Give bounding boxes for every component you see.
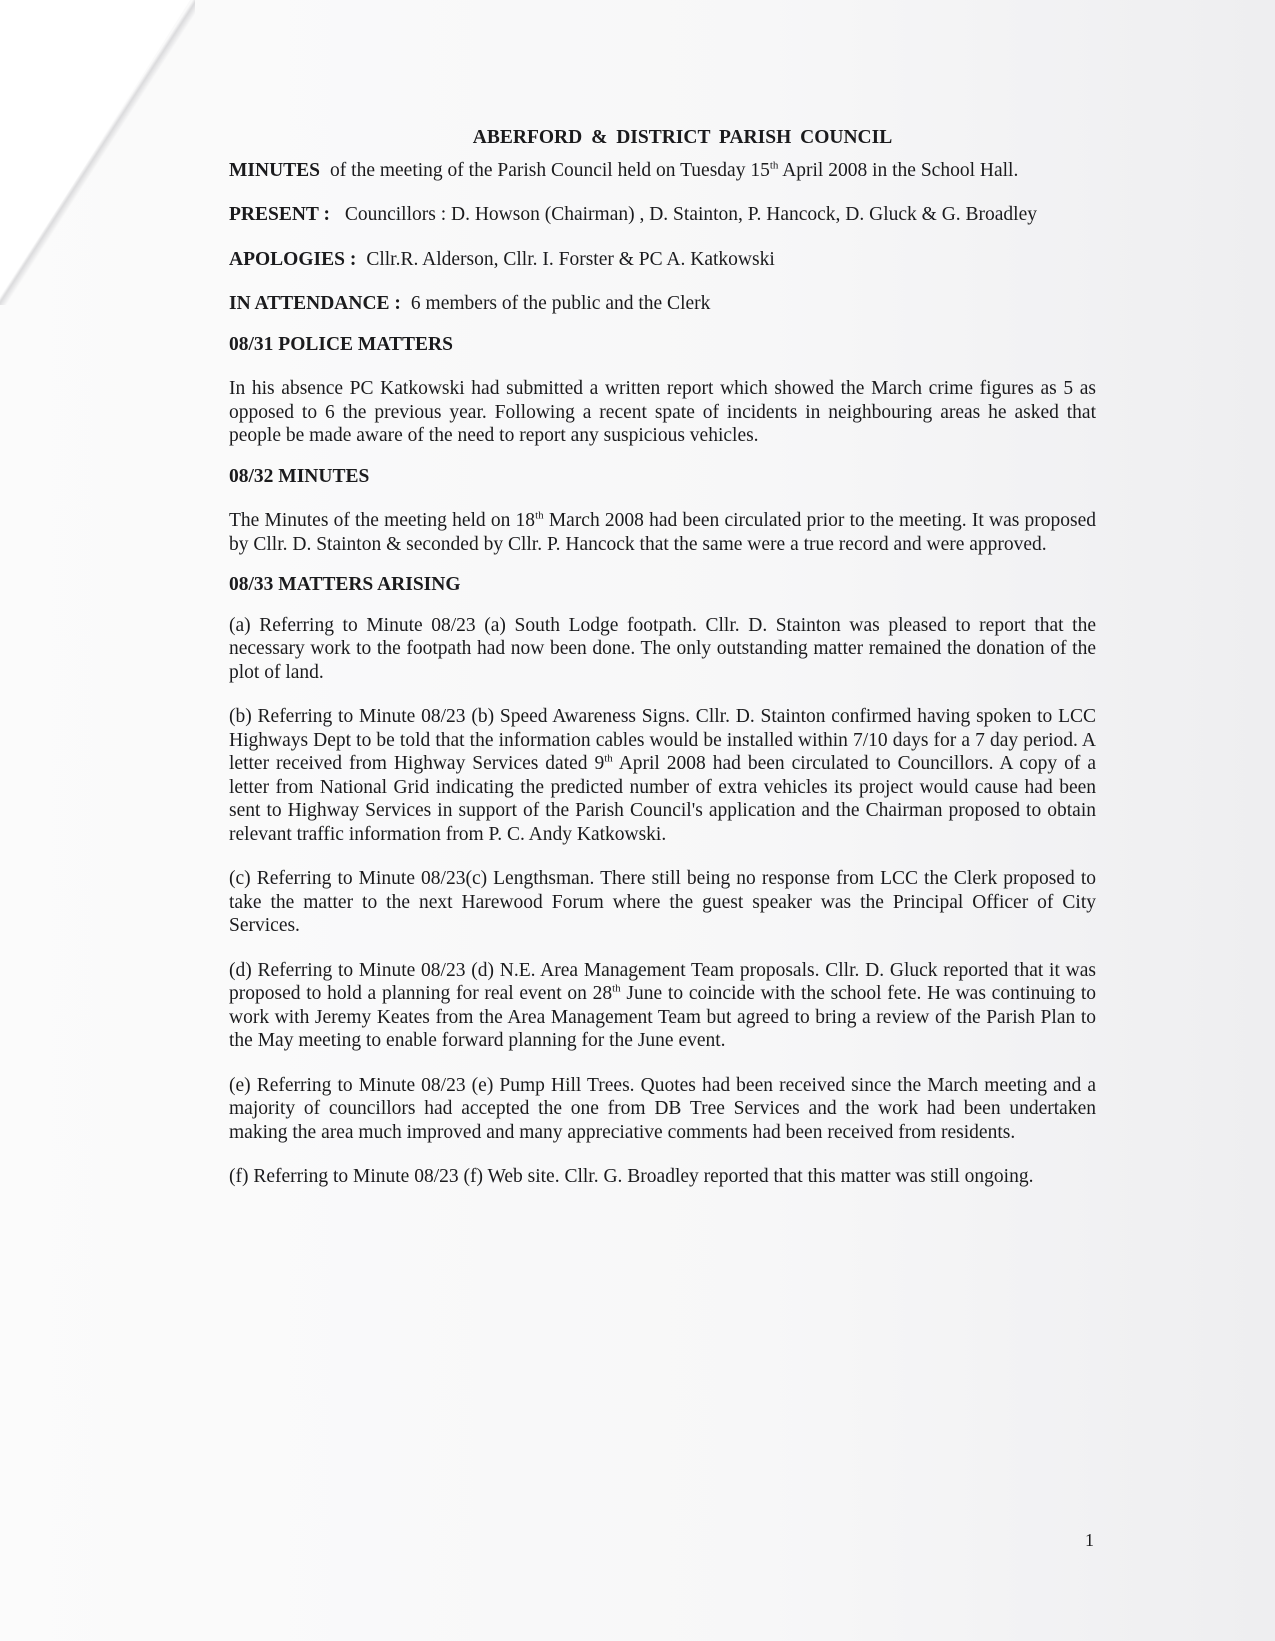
matters-item-e: (e) Referring to Minute 08/23 (e) Pump Hill Trees. Quotes had been received since the March meeting and a majority of councillors had accepted the one from DB Tree Services and the work had been undertaken making the area much improved and many appreciative comments had been received from residents.	[229, 1074, 1096, 1143]
matters-heading: 08/33 MATTERS ARISING	[229, 574, 461, 595]
apologies-paragraph: APOLOGIES : Cllr.R. Alderson, Cllr. I. Forster & PC A. Katkowski	[229, 248, 775, 270]
attendance-label: IN ATTENDANCE :	[229, 293, 401, 314]
matters-item-c: (c) Referring to Minute 08/23(c) Lengthsman. There still being no response from LCC the Clerk proposed to take the matter to the next Harewood Forum where the guest speaker was the Principal Officer of City Services.	[229, 868, 1096, 936]
matters-item-b: (b) Referring to Minute 08/23 (b) Speed Awareness Signs. Cllr. D. Stainton confirmed having spoken to LCC Highways Dept to be told that the information cables would be installed within 7/10 days for a 7 day period. A letter received from Highway Services dated 9th April 2008 had been circulated to Councillors. A copy of a letter from National Grid indicating the predicted number of extra vehicles its project would cause had been sent to Highway Services in support of the Parish Council's application and the Chairman proposed to obtain relevant traffic information from P. C. Andy Katkowski.	[229, 706, 1096, 845]
present-paragraph: PRESENT : Councillors : D. Howson (Chairman) , D. Stainton, P. Hancock, D. Gluck & G. Broadley	[229, 204, 1038, 225]
apologies-label: APOLOGIES :	[229, 248, 357, 270]
document-title: ABERFORD & DISTRICT PARISH COUNCIL	[472, 127, 893, 148]
minutes-body	[229, 126, 1096, 1189]
police-body: In his absence PC Katkowski had submitted a written report which showed the March crime figures as 5 as opposed to 6 the previous year. Following a recent spate of incidents in neighbouring areas he asked that people be made aware of the need to report any suspicious vehicles.	[229, 378, 1096, 446]
police-heading: 08/31 POLICE MATTERS	[229, 333, 453, 355]
intro-paragraph: MINUTES of the meeting of the Parish Council held on Tuesday 15th April 2008 in the School Hall.	[229, 159, 1019, 181]
page-number: 1	[1085, 1530, 1094, 1550]
fold-shadow	[0, 0, 195, 305]
matters-item-a: (a) Referring to Minute 08/23 (a) South Lodge footpath. Cllr. D. Stainton was pleased to report that the necessary work to the footpath had now been done. The only outstanding matter remained the donation of the plot of land.	[229, 614, 1096, 683]
attendance-paragraph: IN ATTENDANCE : 6 members of the public and the Clerk	[229, 293, 711, 314]
minutes-body-text: The Minutes of the meeting held on 18th March 2008 had been circulated prior to the meeting. It was proposed by Cllr. D. Stainton & seconded by Cllr. P. Hancock that the same were a true record and were approved.	[229, 509, 1096, 555]
present-label: PRESENT :	[229, 204, 330, 225]
matters-item-f: (f) Referring to Minute 08/23 (f) Web site. Cllr. G. Broadley reported that this matter was still ongoing.	[229, 1166, 1034, 1187]
matters-item-d: (d) Referring to Minute 08/23 (d) N.E. Area Management Team proposals. Cllr. D. Gluck reported that it was proposed to hold a planning for real event on 28th June to coincide with the school fete. He was continuing to work with Jeremy Keates from the Area Management Team but agreed to bring a review of the Parish Plan to the May meeting to enable forward planning for the June event.	[229, 959, 1096, 1051]
minutes-heading: 08/32 MINUTES	[229, 465, 370, 487]
minutes-label: MINUTES	[229, 159, 321, 181]
